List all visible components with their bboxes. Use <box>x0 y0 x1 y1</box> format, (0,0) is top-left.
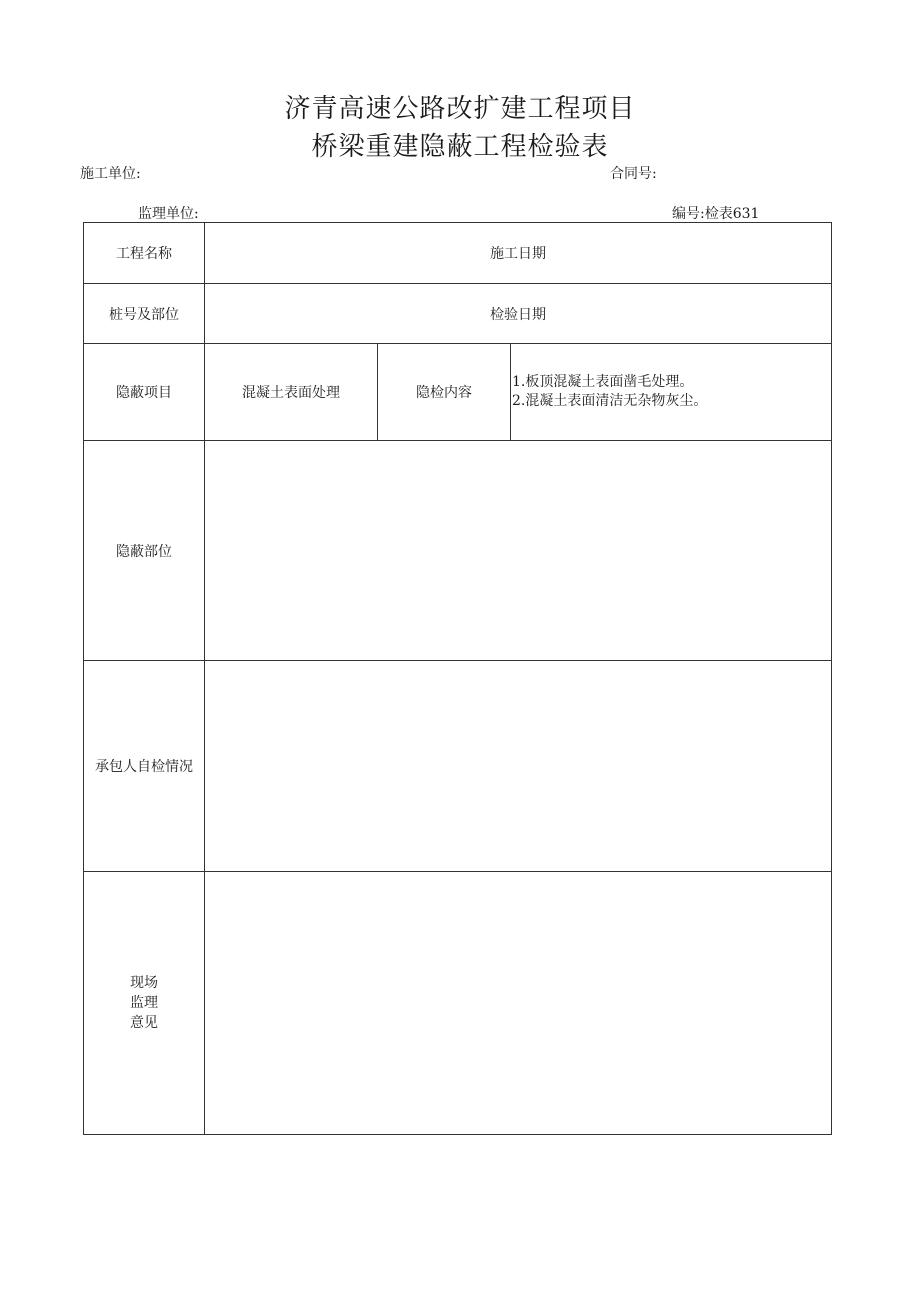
inspection-content-line: 2.混凝土表面清洁无杂物灰尘。 <box>512 393 708 409</box>
site-supervision-label-line: 现场 <box>130 975 158 991</box>
document-subtitle: 桥梁重建隐蔽工程检验表 <box>311 132 609 162</box>
site-supervision-field[interactable] <box>205 872 832 1135</box>
hidden-location-field[interactable] <box>205 441 832 661</box>
contract-no-label: 合同号: <box>610 166 657 182</box>
construction-date-label: 施工日期 <box>490 246 546 262</box>
site-supervision-label-line: 意见 <box>130 1015 158 1031</box>
site-supervision-label <box>84 872 205 1135</box>
construction-unit-label: 施工单位: <box>80 166 141 182</box>
construction-date-cell[interactable] <box>205 223 832 284</box>
document-title: 济青高速公路改扩建工程项目 <box>284 94 636 124</box>
contractor-selfcheck-label: 承包人自检情况 <box>84 661 205 872</box>
site-supervision-label-line: 监理 <box>130 995 158 1011</box>
row-contractor-selfcheck <box>84 661 832 872</box>
row-hidden-location <box>84 441 832 661</box>
row-hidden-item <box>84 344 832 441</box>
row-project-name <box>84 223 832 284</box>
row-site-supervision <box>84 872 832 1135</box>
inspection-content-line: 1.板顶混凝土表面凿毛处理。 <box>512 374 694 390</box>
station-label: 桩号及部位 <box>84 284 205 344</box>
inspection-date-label: 检验日期 <box>490 306 546 323</box>
inspection-date-cell[interactable] <box>205 284 832 344</box>
supervision-unit-label: 监理单位: <box>138 206 199 222</box>
inspection-content-label: 隐检内容 <box>378 344 511 441</box>
row-station <box>84 284 832 344</box>
inspection-content-cell <box>511 344 832 441</box>
contractor-selfcheck-field[interactable] <box>205 661 832 872</box>
hidden-item-value: 混凝土表面处理 <box>205 344 378 441</box>
hidden-item-label: 隐蔽项目 <box>84 344 205 441</box>
project-name-label: 工程名称 <box>84 223 205 284</box>
inspection-form-table <box>83 222 832 1135</box>
hidden-location-label: 隐蔽部位 <box>84 441 205 661</box>
form-code: 编号:检表631 <box>672 206 760 222</box>
